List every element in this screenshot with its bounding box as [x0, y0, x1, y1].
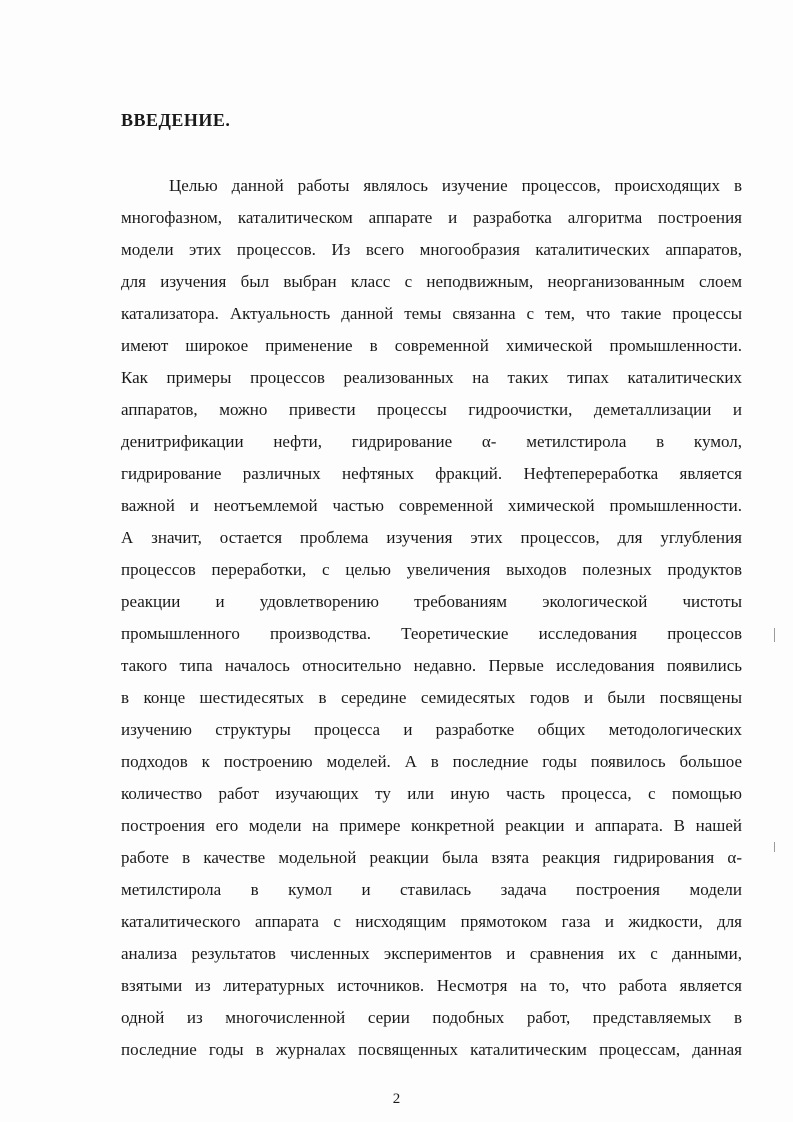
page-number: 2 [392, 1091, 401, 1107]
paragraph-line: процессов переработки, с целью увеличения выходов полезных продуктов [121, 560, 742, 579]
paragraph-line: последние годы в журналах посвященных каталитическим процессам, данная [121, 1040, 742, 1059]
paragraph-line: модели этих процессов. Из всего многообразия каталитических аппаратов, [121, 240, 742, 259]
paragraph-line: изучению структуры процесса и разработке общих методологических [121, 720, 742, 739]
paragraph-line: катализатора. Актуальность данной темы связанна с тем, что такие процессы [121, 304, 742, 323]
paragraph-line: Как примеры процессов реализованных на таких типах каталитических [121, 368, 742, 387]
paragraph-line: денитрификации нефти, гидрирование α- метилстирола в кумол, [121, 432, 742, 451]
paragraph-line: анализа результатов численных экспериментов и сравнения их с данными, [121, 944, 742, 963]
paragraph-line: одной из многочисленной серии подобных работ, представляемых в [121, 1008, 742, 1027]
paragraph-line: взятыми из литературных источников. Несмотря на то, что работа является [121, 976, 742, 995]
paragraph-line: количество работ изучающих ту или иную часть процесса, с помощью [121, 784, 742, 803]
scan-speck [774, 842, 775, 852]
paragraph-line: имеют широкое применение в современной химической промышленности. [121, 336, 742, 355]
paragraph-line: Целью данной работы являлось изучение процессов, происходящих в [169, 176, 742, 195]
paragraph-line: А значит, остается проблема изучения этих процессов, для углубления [121, 528, 742, 547]
paragraph-line: каталитического аппарата с нисходящим прямотоком газа и жидкости, для [121, 912, 742, 931]
paragraph-line: метилстирола в кумол и ставилась задача построения модели [121, 880, 742, 899]
paragraph-line: работе в качестве модельной реакции была взята реакция гидрирования α- [121, 848, 742, 867]
paragraph-line: в конце шестидесятых в середине семидесятых годов и были посвящены [121, 688, 742, 707]
paragraph-line: подходов к построению моделей. А в последние годы появилось большое [121, 752, 742, 771]
paragraph-line: построения его модели на примере конкретной реакции и аппарата. В нашей [121, 816, 742, 835]
paragraph-line: гидрирование различных нефтяных фракций. Нефтепереработка является [121, 464, 742, 483]
scan-speck [774, 628, 775, 642]
paragraph-line: промышленного производства. Теоретические исследования процессов [121, 624, 742, 643]
paragraph-line: такого типа началось относительно недавно. Первые исследования появились [121, 656, 742, 675]
paragraph-line: важной и неотъемлемой частью современной химической промышленности. [121, 496, 742, 515]
section-heading: ВВЕДЕНИЕ. [121, 110, 231, 130]
paragraph-line: реакции и удовлетворению требованиям экологической чистоты [121, 592, 742, 611]
paragraph-line: многофазном, каталитическом аппарате и разработка алгоритма построения [121, 208, 742, 227]
paragraph-line: для изучения был выбран класс с неподвижным, неорганизованным слоем [121, 272, 742, 291]
paragraph-line: аппаратов, можно привести процессы гидроочистки, деметаллизации и [121, 400, 742, 419]
body-paragraph [121, 170, 742, 1066]
